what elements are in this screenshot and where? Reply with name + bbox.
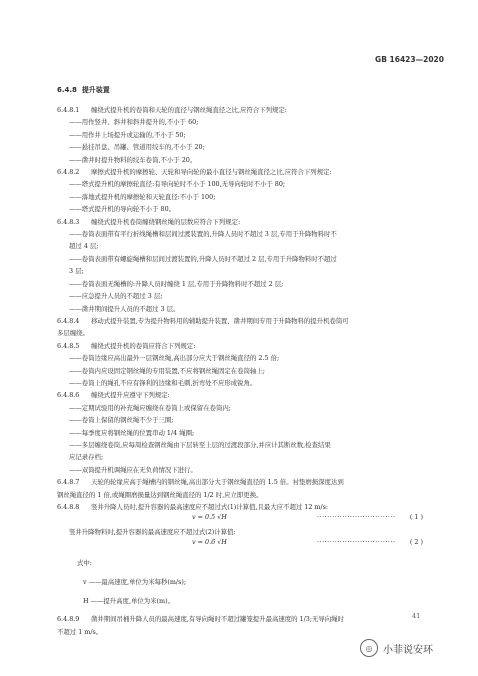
clause-continuation: 不超过 1 m/s。 [57,627,103,636]
formula-2 [57,538,427,550]
clause-line: 竖井升降物料时,提升容器的最高速度应不超过式(2)计算值: [69,527,236,536]
list-item-continuation: 应记录存档; [69,453,104,462]
list-item: ——应急提升人员的不超过 3 层; [69,292,163,301]
formula-expression: v = 0.5 √H [192,513,227,522]
wechat-account-icon: ◎ [360,639,378,657]
list-item: ——落地式提升机的摩擦轮和天轮直径:不小于 100; [69,192,216,201]
variable-definition-h: H ——提升高度,单位为米(m)。 [83,596,174,605]
clause-6-4-8-9 [57,613,427,625]
formula-1 [57,513,427,525]
clause-6-4-8-3 [57,216,427,228]
clause-6-4-8-7 [57,476,427,488]
document-body [57,85,427,638]
list-item: ——悬挂吊盘、吊罐、管道用绞车的,不小于 20; [69,143,205,152]
clause-number: 6.4.8.8 [57,503,80,511]
clause-number: 6.4.8.6 [57,391,80,400]
clause-number: 6.4.8.1 [57,106,80,114]
clause-text: 凿井期间吊桶升降人员的最高速度,有导向绳时不超过罐笼提升最高速度的 1/3;无导向绳时 [91,615,344,624]
page-number: 41 [412,612,421,620]
list-item: ——凿井期间提升人员的不超过 3 层。 [69,304,180,313]
clause-number: 6.4.8.2 [57,168,80,177]
list-item: ——卷筒上保留的钢丝绳不少于三圈; [69,416,174,425]
clause-number: 6.4.8.3 [57,217,80,226]
list-item: ——卷筒边缘应高出最外一层钢丝绳,高出部分应大于钢丝绳直径的 2.5 倍; [69,354,280,363]
clause-text: 移动式提升装置,专为提升物料用的辅助提升装置、凿井期间专用于升降物料的提升机卷筒可 [91,316,349,325]
clause-6-4-8-6 [57,389,427,401]
list-item: ——凿井时提升物料的绞车卷筒,不小于 20。 [69,155,197,164]
clause-text: 竖井升降人员时,提升容器的最高速度应不超过式(1)计算值,且最大应不超过 12 m/s: [91,503,329,511]
clause-text: 缠绕式提升机的卷筒应符合下列规定: [91,341,196,350]
standard-number: GB 16423—2020 [375,55,444,64]
list-item: ——卷筒上的绳孔不应有锋利的边缘和毛刺,折弯处不应形成锐角。 [69,378,257,387]
watermark-text: 小菲说安环 [383,644,433,656]
clause-6-4-8-2 [57,166,427,178]
list-item: ——卷筒表面带有螺旋绳槽和层间过渡装置的,升降人员时不超过 2 层,专用于升降物料时不超过 [69,254,337,263]
clause-text: 天轮的轮缘应高于绳槽内的钢丝绳,高出部分大于钢丝绳直径的 1.5 倍。衬垫磨损深度达到 [91,478,344,487]
list-item: ——双筒提升机调绳应在无负荷情况下进行。 [69,465,197,474]
clause-continuation: 多层缠绕。 [57,329,89,338]
list-item: ——塔式提升机的导向轮不小于 80。 [69,205,176,214]
list-item: ——卷筒表面带有平行折线绳槽和层间过渡装置的,升降人员时不超过 3 层,专用于升降物料时不 [69,230,337,239]
list-item: ——每季度应将钢丝绳的位置串动 1/4 绳圈; [69,428,195,437]
list-item: ——塔式提升机的摩擦轮直径:有导向轮时不小于 100,无导向轮时不小于 80; [69,180,286,189]
formula-leader: ······························· [317,538,396,547]
clause-6-4-8-1 [57,104,427,116]
list-item: ——用作竖井、斜井和斜井提升的,不小于 60; [69,118,199,127]
formula-expression: v = 0.6 √H [192,538,227,547]
where-label: 式中: [77,558,92,567]
list-item: ——卷筒内应设固定钢丝绳的专用装置,不应将钢丝绳固定在卷筒轴上; [69,366,265,375]
clause-number: 6.4.8.9 [57,615,80,624]
list-item-continuation: 超过 4 层; [69,242,99,251]
clause-text: 缠绕式提升机的卷筒和天轮的直径与钢丝绳直径之比,应符合下列规定: [91,106,287,114]
clause-6-4-8-5 [57,340,427,352]
equation-number: ( 2 ) [409,538,423,547]
clause-number: 6.4.8.7 [57,478,80,487]
clause-text: 缠绕式提升机卷筒缠绕钢丝绳的层数应符合下列规定: [91,217,241,226]
section-title: 提升装置 [81,86,110,94]
section-number: 6.4.8 [57,86,77,94]
formula-leader: ······························· [317,513,396,522]
clause-6-4-8-4 [57,315,427,327]
list-item: ——定期试验用的补充绳应缠绕在卷筒上或保留在卷筒内; [69,403,231,412]
clause-text: 缠绕式提升应遵守下列规定: [91,391,170,400]
watermark [360,639,433,657]
list-item-continuation: 3 层; [69,267,84,276]
clause-number: 6.4.8.4 [57,316,80,325]
equation-number: ( 1 ) [409,513,423,522]
clause-6-4-8-8 [57,501,427,513]
list-item: ——多层缠绕卷筒,应每周检查钢丝绳由下层转至上层的过渡段部分,并应计其断丝数,检查结果 [69,440,331,449]
clause-continuation: 钢丝绳直径的 1 倍,或绳圈磨损量达到钢丝绳直径的 1/2 时,应立即更换。 [57,490,263,499]
variable-definition-v: v ——最高速度,单位为米每秒(m/s); [83,577,186,586]
list-item: ——卷筒表面无绳槽的:升降人员时缠绕 1 层,专用于升降物料时不超过 2 层; [69,279,284,288]
clause-text: 摩擦式提升机的摩擦轮、天轮和导向轮的最小直径与钢丝绳直径之比,应符合下列规定: [91,168,332,177]
section-heading [57,85,427,95]
list-item: ——用作井上场提升或运输的,不小于 50; [69,130,186,139]
clause-number: 6.4.8.5 [57,341,80,350]
